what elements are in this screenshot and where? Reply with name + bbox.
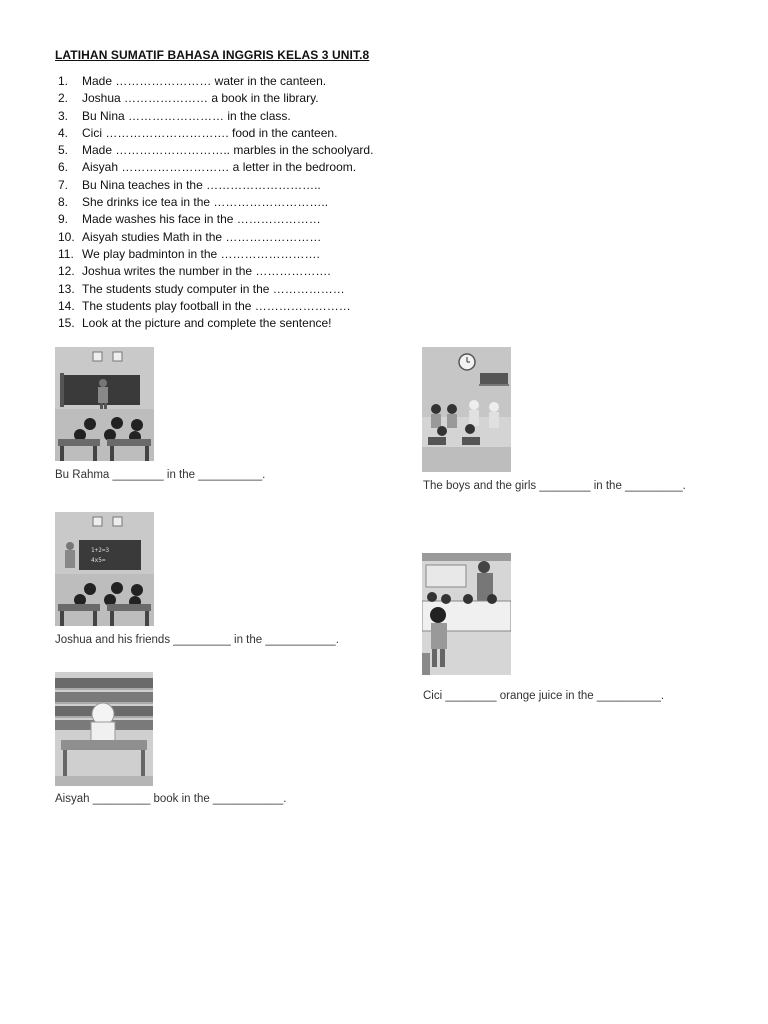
question-item: 12. Joshua writes the number in the ………………. <box>58 264 331 279</box>
worksheet-title: LATIHAN SUMATIF BAHASA INGGRIS KELAS 3 UNIT.8 <box>55 48 370 62</box>
question-item: 7. Bu Nina teaches in the ……………………….. <box>58 177 321 192</box>
praying-room-picture <box>422 347 511 472</box>
classroom-math-picture <box>55 512 154 626</box>
question-item: 10. Aisyah studies Math in the …………………… <box>58 229 322 244</box>
svg-text:4x5=: 4x5= <box>91 557 106 564</box>
question-item: 15. Look at the picture and complete the sentence! <box>58 316 332 331</box>
question-item: 13. The students study computer in the ……………… <box>58 281 345 296</box>
question-item: 2. Joshua ………………… a book in the library. <box>58 91 319 106</box>
question-item: 1. Made …………………… water in the canteen. <box>58 74 327 88</box>
question-item: 3. Bu Nina …………………… in the class. <box>58 108 291 123</box>
picture-caption: Aisyah _________ book in the ___________. <box>55 793 287 805</box>
library-picture <box>55 672 153 786</box>
question-item: 6. Aisyah ……………………… a letter in the bedroom. <box>58 160 357 175</box>
classroom-teacher-picture <box>55 347 154 461</box>
canteen-picture <box>422 553 511 675</box>
picture-caption: Cici ________ orange juice in the __________. <box>423 690 665 702</box>
question-item: 4. Cici …………………………. food in the canteen. <box>58 125 338 140</box>
svg-text:1+2=3: 1+2=3 <box>91 547 110 554</box>
question-item: 11. We play badminton in the ……………………. <box>58 246 320 261</box>
question-item: 5. Made ……………………….. marbles in the schoolyard. <box>58 143 374 158</box>
question-item: 8. She drinks ice tea in the ……………………….. <box>58 195 329 210</box>
picture-caption: The boys and the girls ________ in the _________. <box>423 480 686 492</box>
question-item: 14. The students play football in the …………………… <box>58 298 351 313</box>
picture-caption: Bu Rahma ________ in the __________. <box>55 469 266 481</box>
question-item: 9. Made washes his face in the ………………… <box>58 212 321 227</box>
picture-caption: Joshua and his friends _________ in the ___________. <box>55 634 339 646</box>
question-list <box>58 73 373 332</box>
